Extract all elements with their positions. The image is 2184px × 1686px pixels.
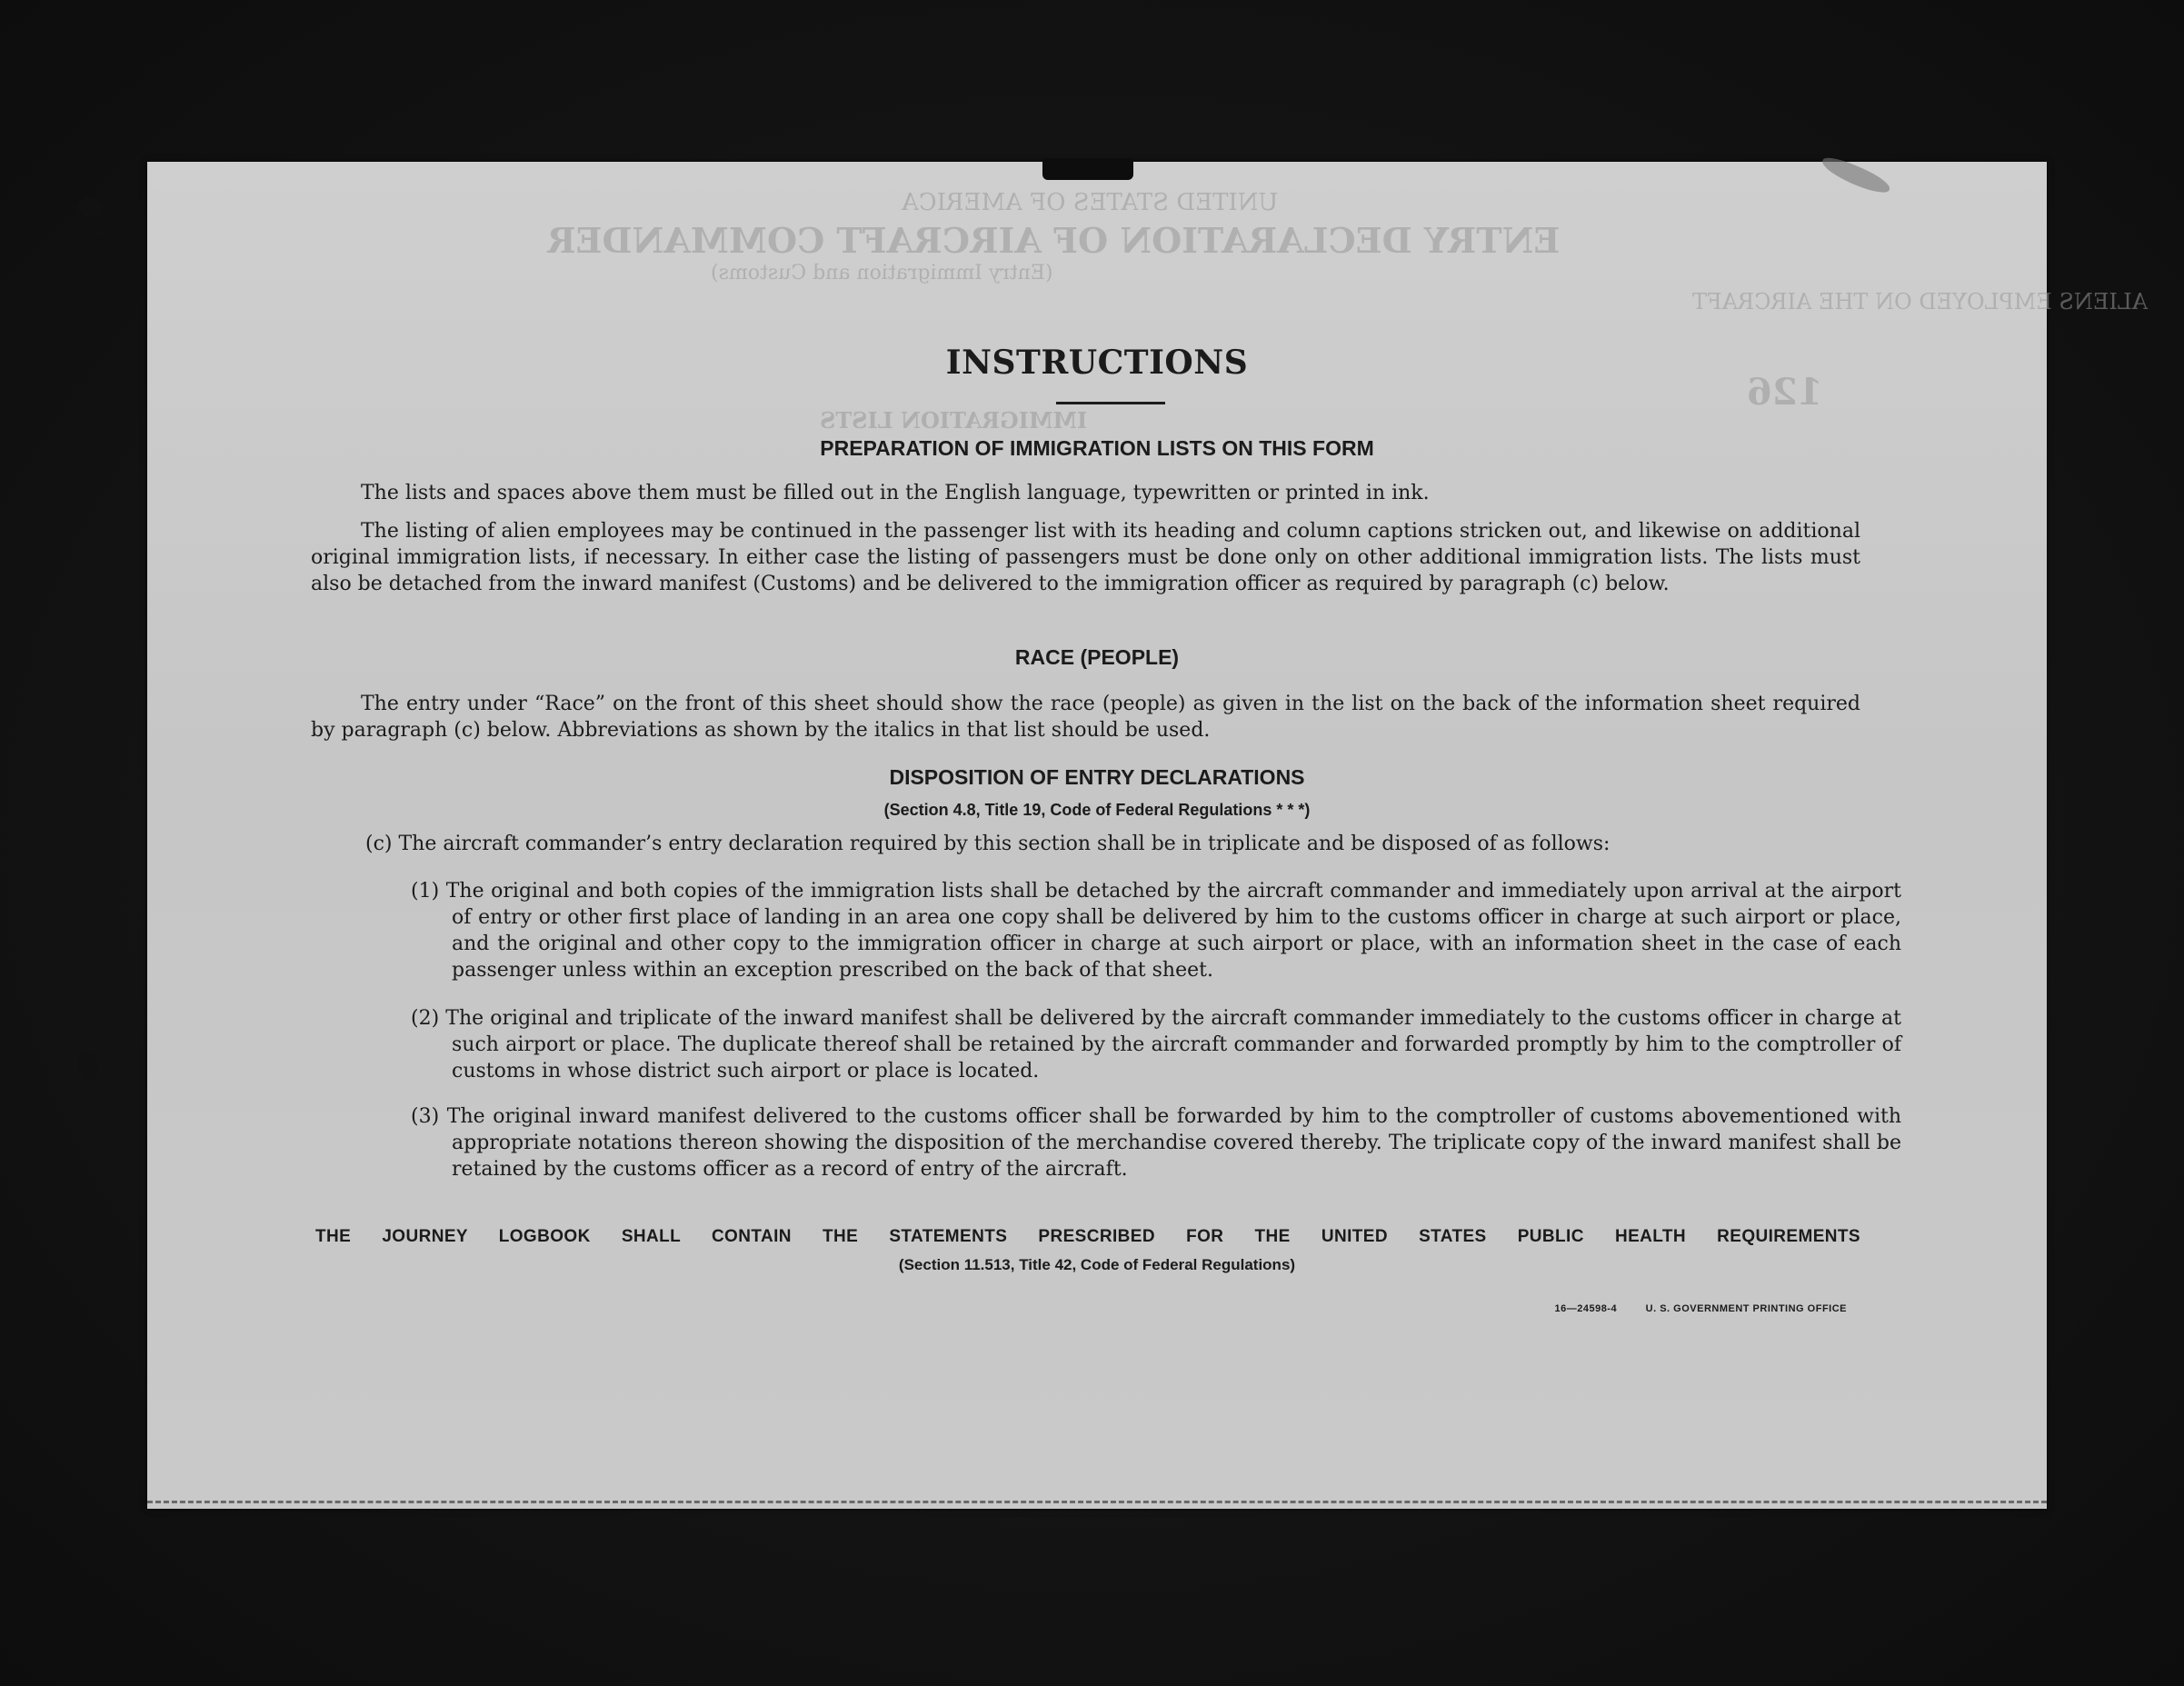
bleed-through-text: UNITED STATES OF AMERICA: [902, 189, 1279, 216]
ink-smudge: [91, 229, 104, 236]
paragraph: The listing of alien employees may be continued in the passenger list with its heading and column captions stricken out, and likewise on additional original immigration lists, if necessary. In either case the listing of passengers must be done only on other additional immigration lists. The lists must also be detached from the inward manifest (Customs) and be delivered to the immigration officer as required by paragraph (c) below.: [311, 520, 1860, 595]
list-item: (2) The original and triplicate of the inward manifest shall be delivered by the aircraft commander immediately to the customs officer in charge at such airport or place. The duplicate thereof shall be retained by the aircraft commander and forwarded promptly by him to the comptroller of customs in whose district such airport or place is located.: [411, 1007, 1901, 1082]
title-underline: [1056, 402, 1165, 404]
form-number: 16—24598-4: [1554, 1303, 1618, 1314]
paragraph: The entry under “Race” on the front of this sheet should show the race (people) as given in the list on the back of the information sheet required by paragraph (c) below. Abbreviations as shown by the italics in that list should be used.: [311, 693, 1860, 742]
list-item: (1) The original and both copies of the immigration lists shall be detached by the aircraft commander and immediately upon arrival at the airport of entry or other first place of landing in an area one copy shall be delivered by him to the customs officer in charge at such airport or place, and the original and other copy to the immigration officer in charge at such airport or place, with an information sheet in the case of each passenger unless within an exception prescribed on the back of that sheet.: [411, 880, 1901, 982]
section-heading-preparation: PREPARATION OF IMMIGRATION LISTS ON THIS FORM: [820, 436, 1374, 460]
paragraph: (c) The aircraft commander’s entry declaration required by this section shall be in triplicate and be disposed of as follows:: [365, 833, 1611, 855]
document-page: [147, 162, 2149, 1509]
ink-smudge: [77, 198, 103, 218]
bleed-through-text: 126: [1747, 371, 1823, 414]
section-heading-race: RACE (PEOPLE): [1014, 645, 1180, 669]
paragraph: The lists and spaces above them must be filled out in the English language, typewritten or printed in ink.: [361, 482, 1430, 504]
bleed-through-text: IMMIGRATION LISTS: [820, 407, 1088, 434]
printer-imprint: [1554, 1303, 1847, 1314]
bleed-through-text: ALIENS EMPLOYED ON THE AIRCRAFT: [1692, 289, 2149, 314]
document-content: [147, 162, 2047, 1509]
bleed-through-text: (Entry Immigration and Customs): [711, 262, 1053, 284]
section-citation: (Section 4.8, Title 19, Code of Federal Regulations * * *): [883, 801, 1311, 819]
footer-statement: THE JOURNEY LOGBOOK SHALL CONTAIN THE STATEMENTS PRESCRIBED FOR THE UNITED STATES PUBLIC HEALTH REQUIREMENTS: [315, 1227, 1860, 1246]
footer-citation: (Section 11.513, Title 42, Code of Federal Regulations): [898, 1256, 1296, 1273]
ink-smudge: [78, 1053, 98, 1080]
printer-name: U. S. GOVERNMENT PRINTING OFFICE: [1645, 1303, 1847, 1314]
section-heading-disposition: DISPOSITION OF ENTRY DECLARATIONS: [889, 765, 1305, 789]
bleed-through-text: ENTRY DECLARATION OF AIRCRAFT COMMANDER: [547, 220, 1561, 261]
page-title: INSTRUCTIONS: [945, 344, 1249, 382]
list-item: (3) The original inward manifest delivered to the customs officer shall be forwarded by him to the comptroller of customs abovementioned with appropriate notations thereon showing the disposition of the merchandise covered thereby. The triplicate copy of the inward manifest shall be retained by the customs officer as a record of entry of the aircraft.: [411, 1105, 1901, 1181]
